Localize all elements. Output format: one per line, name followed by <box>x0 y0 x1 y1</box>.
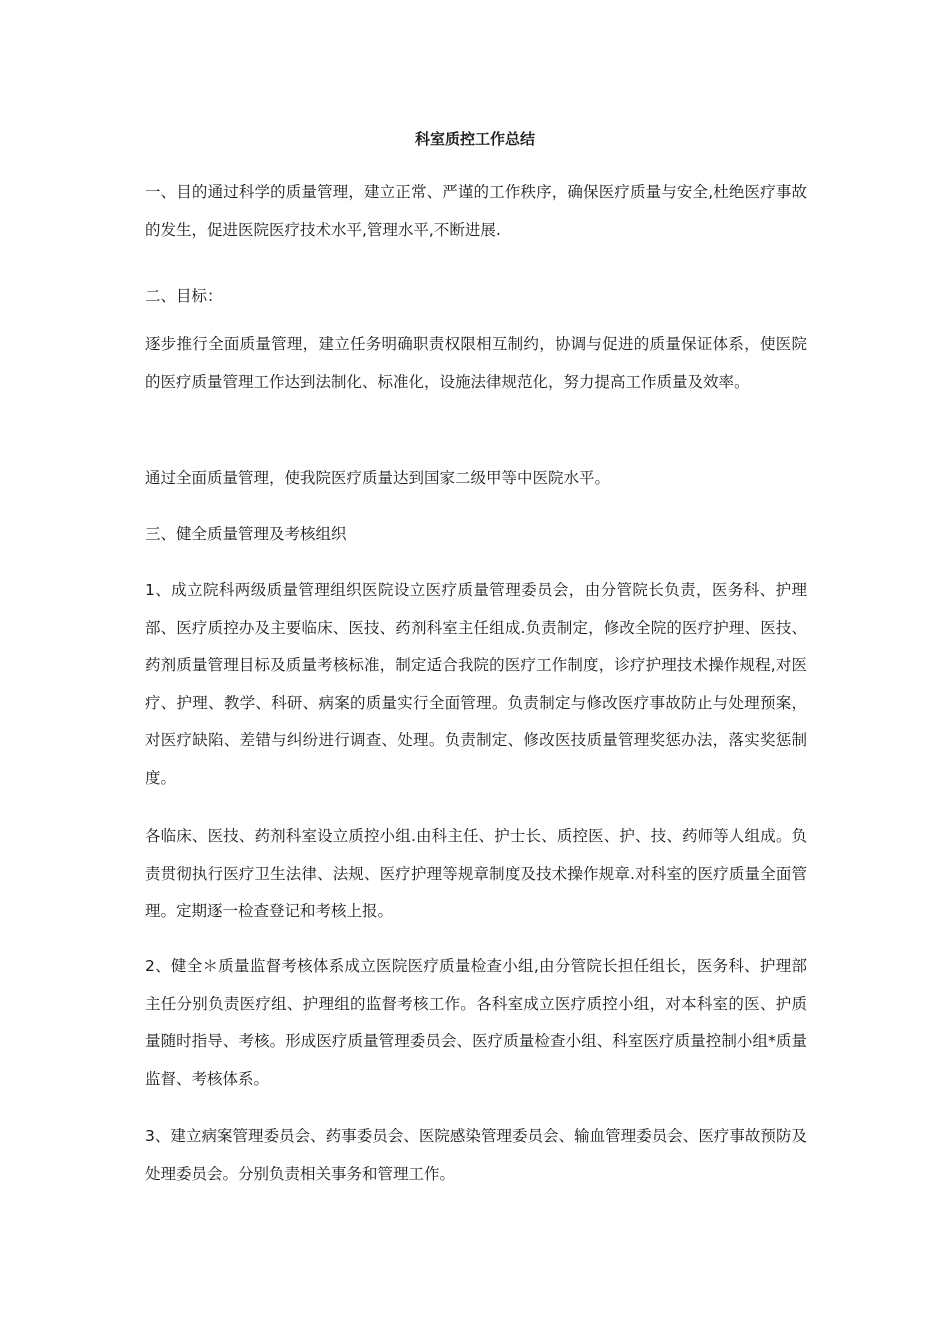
paragraph-goal-heading: 二、目标： <box>145 287 223 305</box>
document-title: 科室质控工作总结 <box>414 130 535 148</box>
paragraph-department-groups: 各临床、医技、药剂科室设立质控小组.由科主任、护士长、质控医、护、技、药师等人组成。负责贯彻执行医疗卫生法律、法规、医疗护理等规章制度及技术操作规章.对科室的医疗质量全面管理。定期逐一检查登记和考核上报。 <box>145 827 807 920</box>
paragraph-goal-level: 通过全面质量管理，使我院医疗质量达到国家二级甲等中医院水平。 <box>145 469 611 487</box>
paragraph-organization-heading: 三、健全质量管理及考核组织 <box>145 525 347 543</box>
paragraph-purpose: 一、目的通过科学的质量管理，建立正常、严谨的工作秩序，确保医疗质量与安全,杜绝医疗事故的发生，促进医院医疗技术水平,管理水平,不断进展. <box>145 183 807 239</box>
paragraph-item-3: 3、建立病案管理委员会、药事委员会、医院感染管理委员会、输血管理委员会、医疗事故预防及处理委员会。分别负责相关事务和管理工作。 <box>145 1127 807 1183</box>
paragraph-goal-body: 逐步推行全面质量管理，建立任务明确职责权限相互制约，协调与促进的质量保证体系，使医院的医疗质量管理工作达到法制化、标准化，设施法律规范化，努力提高工作质量及效率。 <box>145 335 807 391</box>
paragraph-item-1: 1、成立院科两级质量管理组织医院设立医疗质量管理委员会，由分管院长负责，医务科、护理部、医疗质控办及主要临床、医技、药剂科室主任组成.负责制定，修改全院的医疗护理、医技、药剂质量管理目标及质量考核标准，制定适合我院的医疗工作制度，诊疗护理技术操作规程,对医疗、护理、教学、科研、病案的质量实行全面管理。负责制定与修改医疗事故防止与处理预案，对医疗缺陷、差错与纠纷进行调查、处理。负责制定、修改医技质量管理奖惩办法，落实奖惩制度。 <box>145 581 807 787</box>
paragraph-item-2: 2、健全＊质量监督考核体系成立医院医疗质量检查小组,由分管院长担任组长，医务科、护理部主任分别负责医疗组、护理组的监督考核工作。各科室成立医疗质控小组，对本科室的医、护质量随时指导、考核。形成医疗质量管理委员会、医疗质量检查小组、科室医疗质量控制小组*质量监督、考核体系。 <box>145 957 807 1088</box>
